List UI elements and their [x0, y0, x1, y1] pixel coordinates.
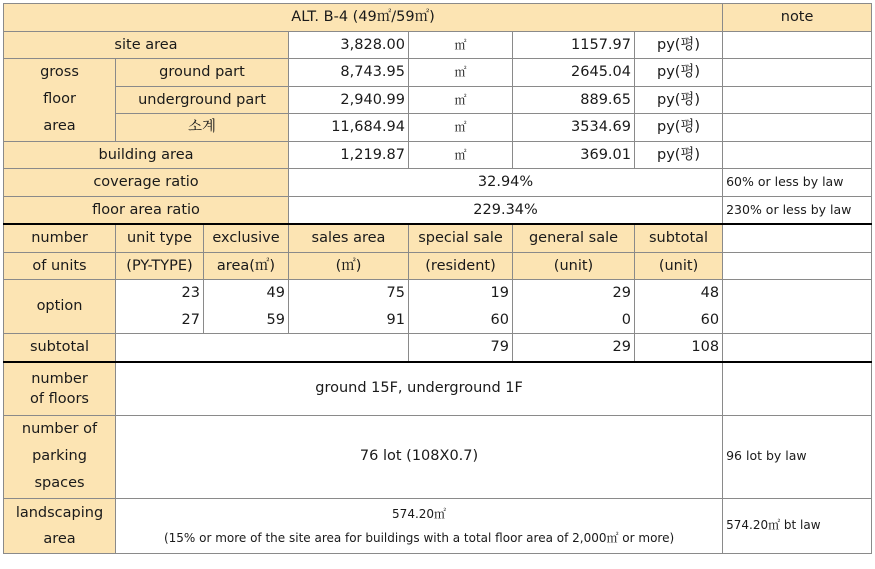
option-2-general-sale: 0 [513, 307, 635, 334]
coverage-ratio-value: 32.94% [289, 169, 723, 197]
floors-label-line-2: of floors [30, 390, 89, 407]
building-area-unit-m2: ㎡ [409, 141, 513, 169]
parking-value: 76 lot (108X0.7) [116, 415, 723, 498]
landscaping-row [4, 498, 872, 553]
col-general-sale-line-2: (unit) [513, 252, 635, 280]
gfa-subtotal-label: 소계 [116, 114, 289, 142]
building-area-unit-py: py(평) [635, 141, 723, 169]
option-1-sales-area: 75 [289, 280, 409, 307]
units-subtotal-special: 79 [409, 334, 513, 362]
floor-area-ratio-row [4, 196, 872, 224]
development-summary-sheet [3, 3, 871, 554]
site-area-unit-m2: ㎡ [409, 31, 513, 59]
site-area-m2: 3,828.00 [289, 31, 409, 59]
col-special-sale-line-2: (resident) [409, 252, 513, 280]
gfa-subtotal-unit-py: py(평) [635, 114, 723, 142]
building-area-note [723, 141, 872, 169]
gfa-ground-row [4, 59, 872, 87]
col-subtotal-line-1: subtotal [635, 224, 723, 252]
landscaping-label [4, 498, 116, 553]
units-header-row-1 [4, 224, 872, 252]
gfa-ground-py: 2645.04 [513, 59, 635, 87]
gfa-ground-unit-py: py(평) [635, 59, 723, 87]
summary-table [3, 3, 872, 554]
option-2-note [723, 307, 872, 334]
gfa-underground-unit-py: py(평) [635, 86, 723, 114]
gfa-label-line-2: floor [43, 91, 76, 108]
table-title: ALT. B-4 (49㎡/59㎡) [4, 4, 723, 32]
gfa-label-line-1: gross [40, 64, 79, 81]
option-1-unit-type: 23 [116, 280, 204, 307]
units-subtotal-label: subtotal [4, 334, 116, 362]
parking-label-line-3: spaces [34, 475, 85, 491]
col-general-sale-line-1: general sale [513, 224, 635, 252]
landscaping-value: 574.20㎡ [392, 506, 447, 521]
col-exclusive-line-1: exclusive [204, 224, 289, 252]
coverage-ratio-note: 60% or less by law [723, 169, 872, 197]
gfa-underground-row [4, 86, 872, 114]
gfa-underground-note [723, 86, 872, 114]
gfa-label-line-3: area [43, 118, 76, 135]
col-unit-type-line-1: unit type [116, 224, 204, 252]
building-area-label: building area [4, 141, 289, 169]
floor-area-ratio-value: 229.34% [289, 196, 723, 224]
gfa-ground-note [723, 59, 872, 87]
option-1-note [723, 280, 872, 307]
units-label-line-1: number [4, 224, 116, 252]
site-area-unit-py: py(평) [635, 31, 723, 59]
gfa-ground-m2: 8,743.95 [289, 59, 409, 87]
site-area-note [723, 31, 872, 59]
building-area-m2: 1,219.87 [289, 141, 409, 169]
gfa-underground-py: 889.65 [513, 86, 635, 114]
gfa-underground-unit-m2: ㎡ [409, 86, 513, 114]
gfa-subtotal-unit-m2: ㎡ [409, 114, 513, 142]
floors-row [4, 362, 872, 416]
gfa-subtotal-py: 3534.69 [513, 114, 635, 142]
floor-area-ratio-label: floor area ratio [4, 196, 289, 224]
landscaping-label-line-2: area [43, 530, 76, 547]
option-1-exclusive: 49 [204, 280, 289, 307]
floor-area-ratio-note: 230% or less by law [723, 196, 872, 224]
parking-label-line-2: parking [32, 448, 87, 464]
parking-note: 96 lot by law [723, 415, 872, 498]
floors-label [4, 362, 116, 416]
floors-note [723, 362, 872, 416]
units-subtotal-total: 108 [635, 334, 723, 362]
gfa-subtotal-m2: 11,684.94 [289, 114, 409, 142]
landscaping-note: 574.20㎡ bt law [723, 498, 872, 553]
option-2-subtotal: 60 [635, 307, 723, 334]
units-subtotal-row [4, 334, 872, 362]
gfa-underground-m2: 2,940.99 [289, 86, 409, 114]
parking-label-line-1: number of [21, 421, 98, 437]
col-subtotal-line-2: (unit) [635, 252, 723, 280]
gfa-subtotal-note [723, 114, 872, 142]
col-unit-type-line-2: (PY-TYPE) [116, 252, 204, 280]
option-2-special-sale: 60 [409, 307, 513, 334]
landscaping-label-line-1: landscaping [15, 504, 104, 521]
building-area-py: 369.01 [513, 141, 635, 169]
building-area-row [4, 141, 872, 169]
units-header-note-2 [723, 252, 872, 280]
parking-label [4, 415, 116, 498]
units-header-note-1 [723, 224, 872, 252]
col-special-sale-line-1: special sale [409, 224, 513, 252]
floors-value: ground 15F, underground 1F [116, 362, 723, 416]
units-subtotal-empty [116, 334, 409, 362]
site-area-label: site area [4, 31, 289, 59]
option-1-special-sale: 19 [409, 280, 513, 307]
option-label: option [4, 280, 116, 334]
header-row [4, 4, 872, 32]
floors-label-line-1: number [31, 370, 88, 387]
col-exclusive-line-2: area(㎡) [204, 252, 289, 280]
option-2-exclusive: 59 [204, 307, 289, 334]
site-area-py: 1157.97 [513, 31, 635, 59]
col-sales-area-line-1: sales area [289, 224, 409, 252]
site-area-row [4, 31, 872, 59]
landscaping-detail: (15% or more of the site area for buildings with a total floor area of 2,000㎡ or more) [163, 530, 675, 545]
landscaping-value-cell [116, 498, 723, 553]
gfa-underground-label: underground part [116, 86, 289, 114]
coverage-ratio-row [4, 169, 872, 197]
gross-floor-area-label [4, 59, 116, 142]
parking-row [4, 415, 872, 498]
option-row [4, 280, 872, 307]
option-1-subtotal: 48 [635, 280, 723, 307]
units-header-row-2 [4, 252, 872, 280]
units-subtotal-note [723, 334, 872, 362]
option-2-sales-area: 91 [289, 307, 409, 334]
gfa-subtotal-row [4, 114, 872, 142]
units-label-line-2: of units [4, 252, 116, 280]
coverage-ratio-label: coverage ratio [4, 169, 289, 197]
col-sales-area-line-2: (㎡) [289, 252, 409, 280]
option-1-general-sale: 29 [513, 280, 635, 307]
note-header: note [723, 4, 872, 32]
gfa-ground-unit-m2: ㎡ [409, 59, 513, 87]
option-row [4, 307, 872, 334]
gfa-ground-label: ground part [116, 59, 289, 87]
units-subtotal-general: 29 [513, 334, 635, 362]
option-2-unit-type: 27 [116, 307, 204, 334]
